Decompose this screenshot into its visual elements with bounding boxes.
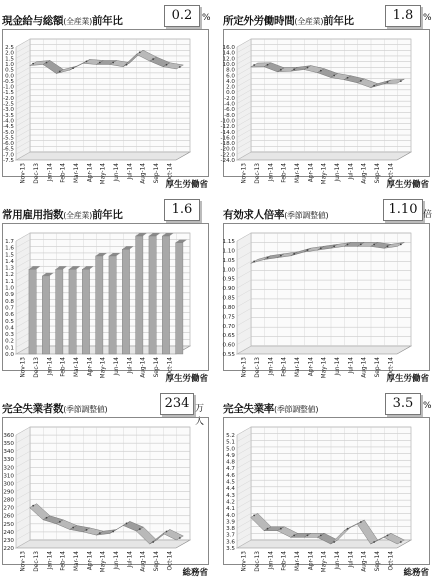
y-tick-label: 1.0 [5,61,14,68]
chart-panel-unemployment-rate [223,390,433,576]
x-tick-label: Jan-14 [47,163,54,182]
y-tick-label: 10.0 [222,61,235,68]
y-tick-label: 12.0 [222,56,235,63]
y-tick-label: 0.5 [5,318,14,325]
data-point [293,68,295,70]
data-point [307,249,309,251]
x-tick-label: Jan-14 [268,357,275,376]
y-tick-label: 8.0 [226,67,235,74]
x-tick-label: Mar-14 [295,551,301,572]
data-point [32,505,34,507]
x-tick-label: May-14 [321,357,328,379]
y-tick-label: -10.0 [220,118,235,125]
data-point [179,537,181,539]
data-point [307,67,309,69]
x-tick-label: Dec-13 [255,357,261,378]
chart-title: 所定外労働時間(全産業)前年比 [223,15,354,27]
x-tick-label: Jun-14 [335,357,341,376]
y-tick-label: 220 [3,546,14,552]
x-tick-label: Jan-14 [268,551,275,570]
y-tick-label: 350 [3,441,14,448]
y-tick-label: 240 [3,529,14,536]
x-tick-label: Feb-14 [60,163,67,183]
data-point [400,80,402,82]
x-tick-label: Nov-13 [241,551,248,572]
y-tick-label: 330 [3,457,14,464]
data-point [360,80,362,82]
x-tick-label: Jul-14 [127,357,134,374]
data-point [400,244,402,246]
y-tick-label: 270 [3,505,14,512]
y-tick-label: 0.60 [222,342,235,349]
y-tick-label: -4.0 [3,118,14,125]
y-tick-label: 0.7 [5,305,14,312]
y-tick-label: 5.1 [226,439,235,446]
y-tick-label: 4.3 [226,492,235,499]
y-tick-label: 230 [3,537,14,544]
y-tick-label: 0.5 [5,67,14,74]
y-tick-label: 4.9 [226,452,235,459]
bar [69,269,76,354]
x-tick-label: Mar-14 [74,163,80,184]
y-tick-label: -7.0 [3,152,14,159]
y-tick-label: 0.85 [222,295,235,302]
y-tick-label: -24.0 [220,158,235,164]
data-point [347,528,349,530]
x-tick-label: Dec-13 [255,551,261,572]
chart-title: 常用雇用指数(全産業)前年比 [2,209,123,221]
unit-label: % [423,13,432,23]
y-tick-label: -5.5 [3,135,14,142]
x-tick-label: Jan-14 [47,551,54,570]
data-point [267,64,269,66]
data-point [307,534,309,536]
x-tick-label: May-14 [100,163,107,185]
unit-label: % [202,13,211,23]
x-tick-label: May-14 [321,551,328,573]
y-tick-label: 4.0 [226,512,235,519]
y-tick-label: -1.5 [3,90,14,97]
y-tick-label: -4.5 [3,124,14,131]
x-tick-label: Jun-14 [335,163,341,182]
x-tick-label: Aug-14 [361,551,368,572]
plot-floor [16,152,190,160]
data-point [267,257,269,259]
x-tick-label: Oct-14 [167,163,174,183]
data-point [32,63,34,65]
y-tick-label: 1.6 [5,245,14,252]
x-tick-label: Feb-14 [281,551,288,571]
y-tick-label: 0.3 [5,332,14,339]
plot-side-wall [16,233,30,354]
y-tick-label: 1.0 [5,285,14,292]
y-tick-label: -16.0 [220,135,235,142]
latest-value-box: 234 [160,393,194,415]
x-tick-label: Aug-14 [140,163,147,184]
y-tick-label: 4.7 [226,466,235,473]
chart-title: 完全失業率(季節調整値) [223,403,319,415]
x-tick-label: May-14 [321,163,328,185]
y-tick-label: 4.5 [226,479,235,486]
data-point [46,62,48,64]
latest-value-box: 0.2 [164,5,200,27]
chart-panel-overtime-hours [220,2,433,190]
data-point [347,244,349,246]
bar [96,256,103,354]
plot-floor [237,540,411,548]
y-tick-label: 0.55 [222,352,235,358]
x-tick-label: Sep-14 [375,551,381,572]
data-point [373,244,375,246]
data-point [166,531,168,533]
source-label: 厚生労働省 [386,180,429,190]
y-tick-label: 0.90 [222,286,235,293]
y-tick-label: 0.9 [5,292,14,299]
data-point [320,70,322,72]
y-tick-label: -22.0 [220,152,235,159]
x-tick-label: Apr-14 [87,551,94,571]
y-tick-label: 0.8 [5,298,14,305]
data-point [139,51,141,53]
bar [56,269,63,354]
y-tick-label: 340 [3,449,14,456]
x-tick-label: Jan-14 [47,357,54,376]
chart-panel-employment-index [2,196,212,382]
data-point [86,60,88,62]
data-point [333,75,335,77]
x-tick-label: Aug-14 [140,551,147,572]
data-point [72,527,74,529]
y-tick-label: 3.8 [226,526,235,533]
bar [109,256,116,354]
data-point [280,255,282,257]
data-point [320,534,322,536]
y-tick-label: 4.6 [226,472,235,479]
y-tick-label: 2.0 [226,84,235,91]
y-tick-label: 1.00 [222,267,235,274]
x-tick-label: Nov-13 [241,357,248,378]
data-point [360,244,362,246]
y-tick-label: -6.0 [3,141,14,148]
y-tick-label: 1.4 [5,258,14,265]
y-tick-label: 1.5 [5,252,14,259]
plot-floor [237,346,411,354]
y-tick-label: 280 [3,497,14,504]
x-tick-label: Oct-14 [388,551,395,571]
x-tick-label: Nov-13 [241,163,248,184]
bar [136,236,143,354]
y-tick-label: -12.0 [220,124,235,131]
y-tick-label: 2.0 [5,50,14,57]
x-tick-label: Jul-14 [348,357,355,374]
data-point [333,541,335,543]
y-tick-label: 1.1 [5,278,14,285]
data-point [99,62,101,64]
source-label: 厚生労働省 [386,374,429,384]
y-tick-label: 1.10 [222,248,235,255]
x-tick-label: Oct-14 [167,357,174,377]
y-tick-label: 0.1 [5,345,14,352]
x-tick-label: Jun-14 [114,551,120,570]
y-tick-label: 1.05 [222,257,235,264]
y-tick-label: 14.0 [222,50,235,57]
data-point [333,245,335,247]
y-tick-label: 300 [3,481,14,488]
y-tick-label: 1.15 [222,239,235,245]
y-tick-label: -4.0 [224,101,235,108]
x-tick-label: Apr-14 [87,357,94,377]
data-point [86,529,88,531]
x-tick-label: Oct-14 [388,357,395,377]
y-tick-label: -2.0 [224,95,235,102]
bar [176,243,183,354]
data-point [400,541,402,543]
data-point [126,523,128,525]
latest-value-box: 1.10 [383,199,423,221]
x-tick-label: Mar-14 [295,357,301,378]
x-tick-label: Apr-14 [87,163,94,183]
x-tick-label: May-14 [100,357,107,379]
x-tick-label: Jan-14 [268,163,275,182]
source-label: 厚生労働省 [165,180,208,190]
y-tick-label: 1.2 [5,272,14,279]
x-tick-label: Sep-14 [154,357,160,378]
data-point [293,253,295,255]
y-tick-label: 3.9 [226,519,235,526]
data-point [387,81,389,83]
bar [162,236,169,354]
y-tick-label: 0.70 [222,323,235,330]
bar [149,236,156,354]
x-tick-label: Oct-14 [167,551,174,571]
y-tick-label: -1.0 [3,84,14,91]
y-tick-label: 0.6 [5,312,14,319]
y-tick-label: 0.0 [5,73,14,80]
x-tick-label: Jul-14 [127,163,134,180]
data-point [253,260,255,262]
y-tick-label: -20.0 [220,146,235,153]
x-tick-label: Mar-14 [74,551,80,572]
y-tick-label: 320 [3,465,14,472]
y-tick-label: 4.0 [226,78,235,85]
x-tick-label: May-14 [100,551,107,573]
x-tick-label: Aug-14 [361,163,368,184]
plot-floor [16,540,190,548]
data-point [179,66,181,68]
bar [29,269,36,354]
data-point [253,64,255,66]
y-tick-label: 3.7 [226,532,235,539]
x-tick-label: Sep-14 [154,163,160,184]
y-tick-label: 0.0 [226,90,235,97]
x-tick-label: Dec-13 [34,551,40,572]
y-tick-label: 3.5 [226,546,235,552]
x-tick-label: Jul-14 [348,551,355,568]
unit-label: 倍 [423,210,433,220]
y-tick-label: 16.0 [222,45,235,51]
data-point [152,541,154,543]
y-tick-label: -2.0 [3,95,14,102]
data-point [253,515,255,517]
y-tick-label: 260 [3,513,14,520]
x-tick-label: Jul-14 [348,163,355,180]
bar [82,269,89,354]
data-point [59,521,61,523]
y-tick-label: 0.0 [5,352,14,358]
y-tick-label: 290 [3,489,14,496]
y-tick-label: 2.5 [5,45,14,51]
y-tick-label: -5.0 [3,129,14,136]
y-tick-label: 0.75 [222,314,235,321]
bar [122,249,129,354]
y-tick-label: -7.5 [3,158,14,164]
y-tick-label: 5.0 [226,446,235,453]
chart-panel-cash-earnings [2,2,212,188]
chart-title: 有効求人倍率(季節調整値) [223,209,329,221]
x-tick-label: Aug-14 [140,357,147,378]
x-tick-label: Dec-13 [34,163,40,184]
y-tick-label: 4.2 [226,499,235,506]
x-tick-label: Jun-14 [114,357,120,376]
data-point [72,67,74,69]
y-tick-label: -6.5 [3,146,14,153]
x-tick-label: Jul-14 [127,551,134,568]
x-tick-label: Feb-14 [60,551,67,571]
chart-title: 完全失業者数(季節調整値) [2,403,108,415]
data-point [112,62,114,64]
data-point [152,58,154,60]
x-tick-label: Apr-14 [308,551,315,571]
source-label: 総務省 [182,568,208,578]
y-tick-label: 360 [3,433,14,439]
y-tick-label: -3.5 [3,112,14,119]
data-point [387,534,389,536]
x-tick-label: Dec-13 [255,163,261,184]
x-tick-label: Nov-13 [20,163,27,184]
chart-panel-job-openings-ratio [223,196,433,382]
x-tick-label: Mar-14 [74,357,80,378]
latest-value-box: 1.6 [164,199,200,221]
y-tick-label: 0.4 [5,325,14,332]
data-point [280,528,282,530]
data-point [347,77,349,79]
latest-value-box: 3.5 [385,393,421,415]
data-point [139,528,141,530]
y-tick-label: -6.0 [224,107,235,114]
y-tick-label: -8.0 [224,112,235,119]
x-tick-label: Aug-14 [361,357,368,378]
y-tick-label: 1.5 [5,56,14,63]
x-tick-label: Apr-14 [308,163,315,183]
y-tick-label: 0.95 [222,276,235,283]
y-tick-label: -3.0 [3,107,14,114]
plot-side-wall [237,427,251,548]
x-tick-label: Nov-13 [20,357,27,378]
y-tick-label: 1.7 [5,239,14,245]
x-tick-label: Feb-14 [281,357,288,377]
source-label: 総務省 [403,568,429,578]
unit-label: % [423,401,432,411]
y-tick-label: -0.5 [3,78,14,85]
x-tick-label: Feb-14 [281,163,288,183]
data-point [99,532,101,534]
y-tick-label: 0.65 [222,333,235,340]
chart-panel-unemployed-persons [2,390,212,576]
x-tick-label: Mar-14 [295,163,301,184]
data-point [112,531,114,533]
data-point [59,71,61,73]
y-tick-label: 5.2 [226,433,235,439]
x-tick-label: Dec-13 [34,357,40,378]
plot-floor [237,152,411,160]
y-tick-label: 6.0 [226,73,235,80]
data-point [126,64,128,66]
data-point [373,541,375,543]
x-tick-label: Jun-14 [114,163,120,182]
y-tick-label: -14.0 [220,129,235,136]
y-tick-label: 0.2 [5,338,14,345]
y-tick-label: 250 [3,521,14,528]
y-tick-label: -18.0 [220,141,235,148]
y-tick-label: 4.8 [226,459,235,466]
y-tick-label: 3.6 [226,539,235,546]
data-point [46,517,48,519]
data-point [387,245,389,247]
data-point [267,528,269,530]
x-tick-label: Oct-14 [388,163,395,183]
data-point [280,69,282,71]
y-tick-label: 0.80 [222,304,235,311]
y-tick-label: 1.3 [5,265,14,272]
x-tick-label: Sep-14 [375,163,381,184]
data-point [360,521,362,523]
data-point [166,64,168,66]
x-tick-label: Sep-14 [375,357,381,378]
y-tick-label: 4.4 [226,486,235,493]
y-tick-label: 4.1 [226,506,235,513]
chart-title: 現金給与総額(全産業)前年比 [2,15,123,27]
y-tick-label: -2.5 [3,101,14,108]
x-tick-label: Jun-14 [335,551,341,570]
data-point [373,85,375,87]
unit-label: 万人 [195,404,205,427]
bar [42,276,49,354]
source-label: 厚生労働省 [165,374,208,384]
latest-value-box: 1.8 [385,5,421,27]
x-tick-label: Sep-14 [154,551,160,572]
data-point [320,247,322,249]
x-tick-label: Feb-14 [60,357,67,377]
y-tick-label: 310 [3,473,14,480]
x-tick-label: Apr-14 [308,357,315,377]
x-tick-label: Nov-13 [20,551,27,572]
data-point [293,534,295,536]
